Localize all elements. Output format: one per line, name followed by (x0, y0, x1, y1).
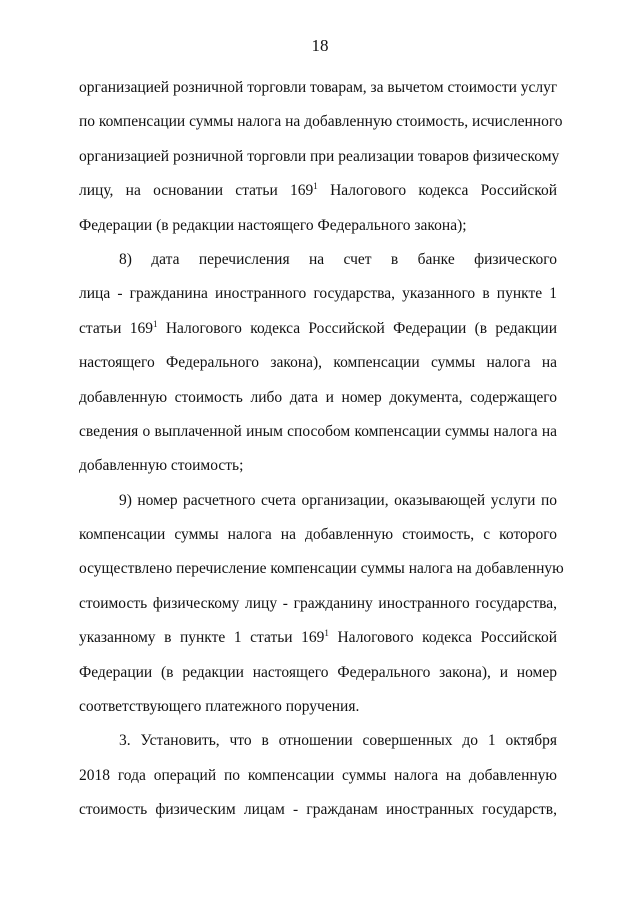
page-number: 18 (311, 36, 329, 55)
text-line: организацией розничной торговли товарам, за вычетом стоимости услуг (79, 79, 558, 96)
text-fragment: Налогового кодекса Российской (328, 629, 557, 647)
text-line: осуществлено перечисление компенсации суммы налога на добавленную (79, 560, 564, 578)
superscript: 1 (313, 181, 318, 192)
text-line: Федерации (в редакции настоящего Федерального закона); (79, 216, 467, 234)
text-line (79, 621, 557, 655)
text-line: добавленную стоимость; (79, 457, 244, 475)
text-line: организацией розничной торговли при реализации товаров физическому (79, 147, 560, 165)
text-line: 2018 года операций по компенсации суммы налога на добавленную (79, 766, 557, 784)
text-line: 9) номер расчетного счета организации, оказывающей услуги по (119, 491, 557, 509)
text-line: соответствующего платежного поручения. (79, 698, 360, 716)
text-line: 3. Установить, что в отношении совершенных до 1 октября (119, 732, 557, 750)
text-line (79, 174, 557, 208)
document-body (79, 71, 564, 828)
text-line (79, 312, 557, 346)
text-fragment: Налогового кодекса Российской (317, 182, 557, 200)
superscript: 1 (153, 318, 158, 329)
text-line: добавленную стоимость либо дата и номер документа, содержащего (79, 388, 557, 406)
text-line: лица - гражданина иностранного государства, указанного в пункте 1 (79, 285, 557, 303)
text-line: компенсации суммы налога на добавленную стоимость, с которого (79, 526, 557, 544)
text-line: сведения о выплаченной иным способом компенсации суммы налога на (79, 422, 557, 440)
text-line: стоимость физическому лицу - гражданину иностранного государства, (79, 594, 557, 612)
text-fragment: лицу, на основании статьи 169 (79, 182, 314, 200)
text-line: Федерации (в редакции настоящего Федерального закона), и номер (79, 663, 557, 681)
text-line: 8) дата перечисления на счет в банке физического (119, 250, 557, 268)
text-fragment: Налогового кодекса Российской Федерации (в редакции (157, 319, 557, 337)
text-line: по компенсации суммы налога на добавленную стоимость, исчисленного (79, 113, 563, 131)
superscript: 1 (324, 628, 329, 639)
text-fragment: указанному в пункте 1 статьи 169 (79, 629, 325, 647)
text-fragment: статьи 169 (79, 319, 154, 337)
text-line: настоящего Федерального закона), компенсации суммы налога на (79, 354, 557, 372)
text-line: стоимость физическим лицам - гражданам иностранных государств, (79, 801, 557, 819)
